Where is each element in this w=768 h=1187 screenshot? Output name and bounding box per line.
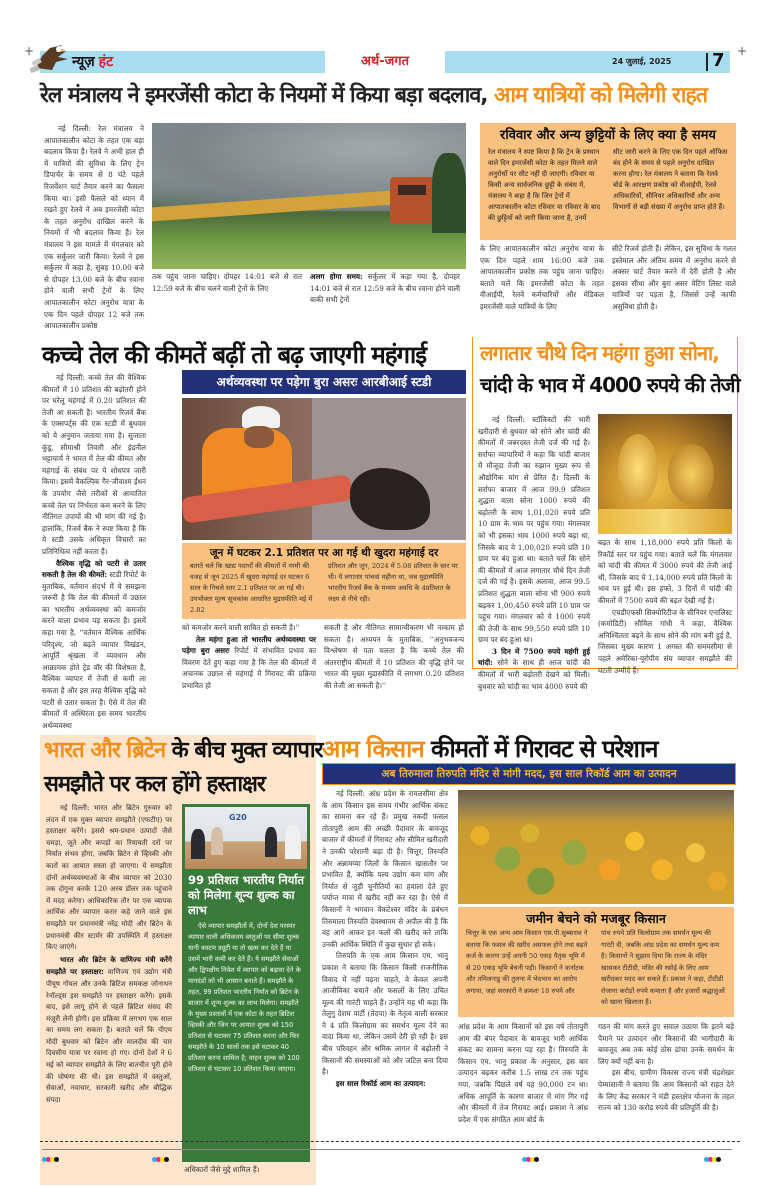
issue-date: 24 जुलाई, 2025 xyxy=(612,57,672,66)
paragraph: नई दिल्ली: रेल मंत्रालय ने आपातकालीन कोटा के तहत एक बड़ा बदलाव किया है। रेलवे ने अभी हाल ही में यात्रियों की सुविधा के लिए ट्रेन डिपार्चर के समय से 8 घंटे पहले रिजर्वेशन चार्ट तैयार करने का फैसला किया था। इसी फैसले को ध्यान में रखते हुए रेलवे ने अब इमरजेंसी कोटा के तहत अनुरोध दाखिल करने के नियमों में भी बदलाव किया है। रेल मंत्रालय ने इस मामले में मंगलवार को एक सर्कुलर जारी किया। रेलवे ने इस सर्कुलर में कहा है, सुबह 10.00 बजे से दोपहर 13.00 बजे के बीच रवाना होने वाली सभी ट्रेनों के लिए आपातकालीन कोटा अनुरोध यात्रा के एक दिन पहले दोपहर 12 बजे तक आपातकालीन प्रकोष्ठ xyxy=(44,124,144,331)
section-name: अर्थ-जगत xyxy=(325,51,445,73)
mango-article-col2 xyxy=(458,1021,588,1125)
gold-headline-highlight: लगातार चौथे दिन महंगा हुआ सोना, xyxy=(480,341,719,365)
oil-article-col2 xyxy=(182,622,316,692)
paragraph: नई दिल्ली: स्टॉकिस्टों की भारी खरीदारी से बुधवार को सोने और चांदी की कीमतों में जबरदस्त तेजी दर्ज की गई है। सर्राफा व्यापारियों ने कहा कि चांदी बाजार में मौजूदा तेजी का रुझान मुख्य रूप से औद्योगिक मांग से प्रेरित है। दिल्ली के सर्राफा बाजार में आज 99.9 प्रतिशत शुद्धता वाला सोना 1000 रुपये की बढ़ोतरी के साथ 1,01,020 रुपये प्रति 10 ग्राम के भाव पर पहुंच गया। मंगलवार को भी इसका भाव 1000 रुपये बढ़ा था, जिसके बाद ये 1,00,020 रुपये प्रति 10 ग्राम पर बंद हुआ था। बताते चलें कि सोने की कीमतों में आज लगातार चौथे दिन तेजी दर्ज की गई है। इसके अलावा, आज 99.5 प्रतिशत शुद्धता वाला सोना भी 900 रुपये बढ़कर 1,00,450 रुपये प्रति 10 ग्राम पर पहुंच गया। मंगलवार को ये 1000 रुपये की तेजी के साथ 99,550 रुपये प्रति 10 ग्राम पर बंद हुआ था। xyxy=(478,415,590,645)
trade-article-tail xyxy=(184,1164,310,1176)
subhead: इस साल रिकॉर्ड आम का उत्पादन: xyxy=(336,1078,426,1088)
rail-article-col3 xyxy=(310,271,460,306)
paragraph: सोने के साथ ही आज चांदी की कीमतों में भारी बढ़ोतरी देखने को मिली। बुधवार को चांदी का भाव 4000 रुपये की xyxy=(478,658,590,691)
box-col1: चित्तूर के एक अन्य आम किसान एस.पी.सुब्बाराव ने बताया कि फसल की खरीद असफल होने तथा बढ़ते कर्ज के कारण उन्हें अपनी 50 एकड़ पैतृक भूमि में से 20 एकड़ भूमि बेचनी पड़ी। किसानों ने कर्नाटक और तमिलनाडु की तुलना में भेदभाव का आरोप लगाया, जहां सरकारों ने क्रमशः 18 रुपये और xyxy=(466,929,588,995)
rail-article-col5 xyxy=(612,243,736,313)
logo-word-hunt: हंट xyxy=(98,54,114,70)
subhead: वैश्विक वृद्धि को पटरी से उतार सकती है तेल की कीमतें: xyxy=(42,558,146,580)
paragraph: वाणिज्य एवं उद्योग मंत्री पीयूष गोयल और उनके ब्रिटिश समकक्ष जोनाथन रेनॉल्ड्स इस समझौते पर हस्ताक्षर करेंगे। इसके बाद, इसे लागू होने से पहले ब्रिटिश संसद की मंजूरी लेनी होगी। इस प्रक्रिया में लगभग एक साल का समय लग सकता है। बताते चलें कि पीएम मोदी बुधवार को ब्रिटेन और मालदीव की चार दिवसीय यात्रा पर रवाना हो गए। दोनों देशों ने 6 मई को व्यापार समझौते के लिए बातचीत पूरी होने की घोषणा की थी। इस समझौते में वस्तुओं, सेवाओं, नवाचार, सरकारी खरीद और बौद्धिक संपदा xyxy=(46,968,173,1104)
subhead: 3 दिन में 7500 रुपये महंगी हुई चांदी: xyxy=(478,646,590,668)
crop-mark: + xyxy=(737,44,748,58)
mango-headline xyxy=(322,732,657,766)
paragraph: रिपोर्ट में संभावित प्रभाव का विवरण देते हुए कहा गया है कि तेल की कीमतों में अचानक उछाल से महंगाई में गिरावट की प्रक्रिया प्रभावित हो xyxy=(182,646,316,690)
paragraph: आंध्र प्रदेश के आम किसानों को इस वर्ष तोतापुरी आम की बंपर पैदावार के बावजूद भारी आर्थिक संकट का सामना करना पड़ रहा है। तिरुपति के किसान एम. भानु प्रकाश के अनुसार, इस बार उत्पादन बढ़कर करीब 1.5 लाख टन तक पहुंच गया, जबकि पिछले वर्ष यह 90,000 टन था। अधिक आपूर्ति के कारण बाजार में मांग गिर गई और कीमतों में तेज गिरावट आई। प्रकाश ने आंध्र प्रदेश में एक संगठित आम बोर्ड के xyxy=(458,1022,588,1124)
rail-article-col2 xyxy=(152,271,302,294)
subhead: तेल महंगा हुआ तो भारतीय अर्थव्यवस्था पर पड़ेगा बुरा असरः xyxy=(182,634,316,656)
mango-article-col3 xyxy=(598,1021,734,1114)
rail-headline-main: रेल मंत्रालय ने इमरजेंसी कोटा के नियमों में किया बड़ा बदलाव, xyxy=(40,83,488,108)
box-title: जून में घटकर 2.1 प्रतिशत पर आ गई थी खुदरा महंगाई दर xyxy=(209,547,439,559)
rail-headline xyxy=(40,80,707,112)
logo-wordmark xyxy=(72,53,113,71)
page-number: 7 xyxy=(712,50,725,71)
box-col2: सीट जारी करने के लिए एक दिन पहले ऑफिस बंद होने के समय से पहले अनुरोध दाखिल करना होगा। रेल मंत्रालय ने बताया कि रेलवे बोर्ड के आरक्षण प्रकोष्ठ को वीआईपी, रेलवे अधिकारियों, सीनियर अधिकारियों और अन्य विभागों से बड़ी संख्या में अनुरोध प्राप्त होते हैं। xyxy=(613,148,728,211)
box-title: 99 प्रतिशत भारतीय निर्यात को मिलेगा शून्य शुल्क का लाभ xyxy=(188,873,304,917)
mango-article-col1 xyxy=(322,788,448,1089)
paragraph: अधिकारों जैसे मुद्दे शामिल हैं। xyxy=(184,1165,260,1174)
paragraph: इस बीच, ग्रामीण विकास राज्य मंत्री चंद्रशेखर पेम्मासानी ने बताया कि आम किसानों को राहत देने के लिए केंद्र सरकार ने मंडी हस्तक्षेप योजना के तहत राज्य को 130 करोड़ रुपये की प्रतिपूर्ति की है। xyxy=(598,1068,734,1113)
paragraph: स्टडी रिपोर्ट के मुताबिक, वर्तमान संदर्भ में ये समझना जरूरी है कि तेल की कीमतों में उछाल का भारतीय अर्थव्यवस्था को कमजोर करने वाला प्रभाव पड़ सकता है। इसमें कहा गया है, ''वर्तमान वैश्विक आर्थिक परिदृश्य, जो बढ़ते व्यापार विखंडन, आपूर्ति श्रृंखला में व्यवधान और आक्रामक होते ट्रेड वॉर की विशेषता है, वैश्विक व्यापार में तेजी से कमी ला सकता है और इस तरह वैश्विक वृद्धि को पटरी से उतार सकता है। ऐसे में तेल की कीमतों में अस्थिरता इस समय भारतीय अर्थव्यवस्था xyxy=(42,570,146,730)
box-col1: बताते चलें कि खाद्य पदार्थों की कीमतों में नरमी की वजह से जून 2025 में खुदरा महंगाई दर घटकर 6 साल के निचले स्तर 2.1 प्रतिशत पर आ गई थी। उपभोक्ता मूल्य सूचकांक आधारित मुद्रास्फीति मई में 2.82 xyxy=(190,562,313,614)
paragraph: नई दिल्ली: भारत और ब्रिटेन गुरुवार को लंदन में एक मुक्त व्यापार समझौते (एफटीए) पर हस्ताक्षर करेंगे। इससे श्रम-प्रधान उत्पादों जैसे चमड़ा, जूते और कपड़ों का रियायती दरों पर निर्यात संभव होगा, जबकि ब्रिटेन से व्हिस्की और कारों का आयात सस्ता हो जाएगा। ये समझौता दोनों अर्थव्यवस्थाओं के बीच व्यापार को 2030 तक दोगुना करके 120 अरब डॉलर तक पहुंचाने में मदद करेगा। आधिकारिक तौर पर एक व्यापक आर्थिक और व्यापार करार कहे जाने वाले इस समझौते पर प्रधानमंत्री नरेंद्र मोदी और ब्रिटेन के प्रधानमंत्री कीर स्टार्मर की उपस्थिति में हस्ताक्षर किए जाएंगे। xyxy=(46,804,172,952)
box-title: रविवार और अन्य छुट्टियों के लिए क्या है समय xyxy=(500,128,716,143)
holiday-timing-box xyxy=(480,123,736,240)
paragraph: सकती है और नीतिगत सामान्यीकरण भी नाकाम हो सकता है। अध्ययन के मुताबिक, ''अनुभवजन्य विश्लेषण से पता चलता है कि कच्चे तेल की अंतरराष्ट्रीय कीमतों में 10 प्रतिशत की वृद्धि होने पर भारत की मुख्य मुद्रास्फीति में लगभग 0.20 प्रतिशत की तेजी आ सकती है।'' xyxy=(324,623,464,690)
zero-duty-box xyxy=(182,804,310,1162)
footer-rule xyxy=(42,1149,732,1150)
trade-article-col1 xyxy=(46,803,172,1106)
box-col2: प्रतिशत और जून, 2024 में 5.08 प्रतिशत के स्तर पर थी। ये लगातार पांचवां महीना था, जब मुद्रास्फीति भारतीय रिजर्व बैंक के मध्यम अवधि के 4प्रतिशत के लक्ष्य से नीचे रही। xyxy=(328,562,458,603)
oil-article-col3 xyxy=(324,622,464,692)
mango-headline-highlight: आम किसान xyxy=(322,735,424,763)
paragraph: नई दिल्ली: कच्चे तेल की वैश्विक कीमतों में 10 प्रतिशत की बढ़ोतरी होने पर घरेलू महंगाई में 0.20 प्रतिशत की तेजी आ सकती है। भारतीय रिजर्व बैंक के एक्सपर्ट्स की एक स्टडी में बुधवार को ये अनुमान जताया गया है। सुजाता कुंडू, सौमाश्री तिवारी और इंद्रनील भट्टाचार्य ने भारत में तेल की कीमत और महंगाई के संबंध पर ये शोधपत्र जारी किया। इसमें वैकल्पिक गैर-जीवाश्म ईंधन के उपयोग जैसे तरीकों से आयातित कच्चे तेल पर निर्भरता कम करने के लिए नीतिगत उपायों की भी मांग की गई है। हालांकि, रिजर्व बैंक ने स्पष्ट किया है कि ये स्टडी उसके अधिकृत विचारों का प्रतिनिधित्व नहीं करता है। xyxy=(42,373,146,556)
paragraph: एचडीएफसी सिक्योरिटीज के सीनियर एनालिस्ट (कमोडिटी) सौमिल गांधी ने कहा, वैश्विक अनिश्चितता बढ़ने के साथ सोने की मांग बनी हुई है, जिसका मुख्य कारण 1 अगस्त की समयसीमा से पहले अमेरिका-यूरोपीय संघ व्यापार समझौते की घटती उम्मीदें हैं। xyxy=(598,607,733,675)
trade-headline-main: के बीच मुक्त व्यापार xyxy=(171,738,323,763)
paragraph: के लिए आपातकालीन कोटा अनुरोध यात्रा के एक दिन पहले शाम 16:00 बजे तक आपातकालीन प्रकोष्ठ तक पहुंच जाना चाहिए। बताते चलें कि इमरजेंसी कोटा के तहत वीआईपी, रेलवे कर्मचारियों और मेडिकल इमरजेंसी वाले यात्रियों के लिए xyxy=(480,244,604,311)
crop-mark: + xyxy=(24,44,35,58)
rail-headline-highlight: आम यात्रियों को मिलेगी राहत xyxy=(493,83,708,108)
oil-article-col1 xyxy=(42,372,146,731)
banner-text: अब तिरुमाला तिरुपति मंदिर से मांगी मदद, इस साल रिकॉर्ड आम का उत्पादन xyxy=(381,768,677,780)
paragraph: सीटें रिजर्व होती हैं। लेकिन, इस सुविधा के गलत इस्तेमाल और अंतिम समय में अनुरोध करने से अक्सर चार्ट तैयार करने में देरी होती है और इसका सीधा और बुरा असर वेटिंग लिस्ट वाले यात्रियों पर पड़ता है, जिससे उन्हें काफी असुविधा होती है। xyxy=(612,244,736,311)
g20-badge: G20 xyxy=(229,813,247,822)
gold-article-col2 xyxy=(598,537,732,676)
box-body: ऐसे व्यापार समझौतों में, दोनों देश परस्पर व्यापार वाली अधिकतम वस्तुओं पर सीमा शुल्क यानी कस्टम ड्यूटी या तो खत्म कर देते हैं या उसमें भारी कमी कर देते हैं। ये समझौते सेवाओं और द्विपक्षीय निवेश में व्यापार को बढ़ावा देने के मानदंडों को भी आसान बनाते हैं। समझौते के तहत, 99 प्रतिशत भारतीय निर्यात को ब्रिटेन के बाजार में शून्य शुल्क का लाभ मिलेगा। समझौते के मुख्य प्रस्तावों में एक कोटा के तहत ब्रिटिश व्हिस्की और जिन पर आयात शुल्क को 150 प्रतिशत से घटाकर 75 प्रतिशत करना और फिर समझौते के 10 सालों तक इसे घटाकर 40 प्रतिशत करना शामिल है; वाहन शुल्क को 100 प्रतिशत से घटाकर 10 प्रतिशत किया जाएगा। xyxy=(188,922,301,1073)
rail-article-col4 xyxy=(480,243,604,313)
subhead: भारत और ब्रिटेन के वाणिज्य मंत्री करेंगे समझौते पर हस्ताक्षर: xyxy=(46,954,172,977)
trade-headline-line1 xyxy=(44,734,323,768)
paragraph: गठन की मांग करते हुए सवाल उठाया कि इतने बड़े पैमाने पर उत्पादन और किसानों की भागीदारी के बावजूद अब तक कोई ठोस ढांचा उनके समर्थन के लिए क्यों नहीं बना है। xyxy=(598,1022,734,1066)
page-number-divider xyxy=(706,53,708,71)
gold-jewellery-photo xyxy=(598,414,732,534)
farmers-selling-land-box xyxy=(458,907,734,1017)
oil-headline: कच्चे तेल की कीमतें बढ़ीं तो बढ़ जाएगी महंगाई xyxy=(42,341,427,369)
gold-headline-main: चांदी के भाव में 4000 रुपये की तेजी xyxy=(480,373,740,397)
oil-worker-photo xyxy=(182,398,466,540)
mango-banner xyxy=(322,763,736,785)
paragraph: तक पहुंच जाना चाहिए। दोपहर 14:01 बजे से रात 12:59 बजे के बीच चलने वाली ट्रेनों के लिए xyxy=(152,272,302,293)
logo-word-news: न्यूज़ xyxy=(72,54,95,70)
trade-headline-highlight: भारत और ब्रिटेन xyxy=(44,738,166,763)
mango-market-photo xyxy=(458,790,734,904)
train-photo xyxy=(152,123,466,269)
subhead: अलग होगा समय: xyxy=(310,272,363,281)
trade-headline-line2: समझौते पर कल होंगे हस्ताक्षर xyxy=(44,772,265,797)
paragraph: नई दिल्ली: आंध्र प्रदेश के रायलसीमा क्षेत्र के आम किसान इस समय गंभीर आर्थिक संकट का सामना कर रहे हैं। प्रमुख नकदी फसल तोतापुरी आम की अच्छी पैदावार के बावजूद बाजार में कीमतों में गिरावट और सीमित खरीदारी ने उनकी परेशानी बढ़ा दी है। चित्तूर, तिरुपति और अन्नामय्या जिलों के किसान खासतौर पर प्रभावित हैं, क्योंकि पल्प उद्योग कम मांग और निर्यात से जुड़ी चुनौतियों का हवाला देते हुए पर्याप्त मात्रा में खरीद नहीं कर रहा है। ऐसे में किसानों ने भगवान वेंकटेश्वर मंदिर के प्रबंधन तिरुमाला तिरुपति देवस्थानम से अपील की है कि वह आगे आकर इन फलों की खरीद करे ताकि उनकी आर्थिक स्थिति में कुछ सुधार हो सके। xyxy=(322,789,448,949)
gold-article-col1 xyxy=(478,414,590,692)
paragraph: को कमजोर करने वाली साबित हो सकती है।'' xyxy=(182,623,300,632)
retail-inflation-box xyxy=(182,543,466,619)
mango-headline-main: कीमतों में गिरावट से परेशान xyxy=(431,735,658,763)
rbi-study-banner: अर्थव्यवस्था पर पड़ेगा बुरा असरः आरबीआई स्टडी xyxy=(182,370,466,394)
eagle-logo-icon xyxy=(28,42,72,76)
g20-meeting-photo xyxy=(185,807,307,869)
rail-article-col1 xyxy=(44,123,144,332)
paragraph: सर्कुलर में कहा गया है, दोपहर 14:01 बजे से रात 12:59 बजे के बीच रवाना होने वाली बाकी सभी ट्रेनों xyxy=(310,272,460,305)
box-col2: पांच रुपये प्रति किलोग्राम तक समर्थन मूल्य की गारंटी दी, जबकि आंध्र प्रदेश का समर्थन मूल्य कम है। किसानों ने सुझाव दिया कि राज्य के मंदिर खासकर टीटीडी, मंदिर की रसोई के लिए आम खरीदकर मदद कर सकते हैं। प्रकाश ने कहा, टीटीडी रोजाना करोड़ों रुपये कमाता है और हजारों श्रद्धालुओं को खाना खिलाता है। xyxy=(601,929,725,1006)
box-col1: रेल मंत्रालय ने स्पष्ट किया है कि ट्रेन के प्रस्थान वाले दिन इमरजेंसी कोटा के तहत मिलने वाले अनुरोधों पर सीट नहीं दी जाएगी। रविवार या किसी अन्य सार्वजनिक छुट्टी के संबंध में, मंत्रालय ने कहा है कि जिन ट्रेनों में आपातकालीन कोटा रविवार या रविवार के बाद की छुट्टियों को जारी किया जाना है, उनमें xyxy=(488,148,601,222)
footer-dashed-rule xyxy=(40,1141,740,1142)
paragraph: तिरुपति के एक आम किसान एम. भानु प्रकाश ने बताया कि किसान किसी राजनीतिक विवाद में नहीं पड़ना चाहते, वे केवल अपनी आजीविका बचाने और फसलों के लिए उचित मूल्य की गारंटी चाहते हैं। उन्होंने यह भी कहा कि तेलुगु देशम पार्टी (तेदपा) के नेतृत्व वाली सरकार ने 4 प्रति किलोग्राम का समर्थन मूल्य देने का वादा किया था, लेकिन उसमें देरी हो रही है। इस बीच परिवहन और श्रमिक लागत में बढ़ोतरी ने किसानों की समस्याओं को और जटिल बना दिया है। xyxy=(322,951,448,1077)
box-title: जमीन बेचने को मजबूर किसान xyxy=(526,911,666,926)
paragraph: बढ़त के साथ 1,18,000 रुपये प्रति किलो के रिकॉर्ड स्तर पर पहुंच गया। बताते चलें कि मंगलवार को चांदी की कीमत में 3000 रुपये की तेजी आई थी, जिसके बाद ये 1,14,000 रुपये प्रति किलो के भाव पर हुई थी। इस हफ्ते, 3 दिनों में चांदी की कीमतों में 7500 रुपये की बढ़त देखी गई है। xyxy=(598,538,732,605)
